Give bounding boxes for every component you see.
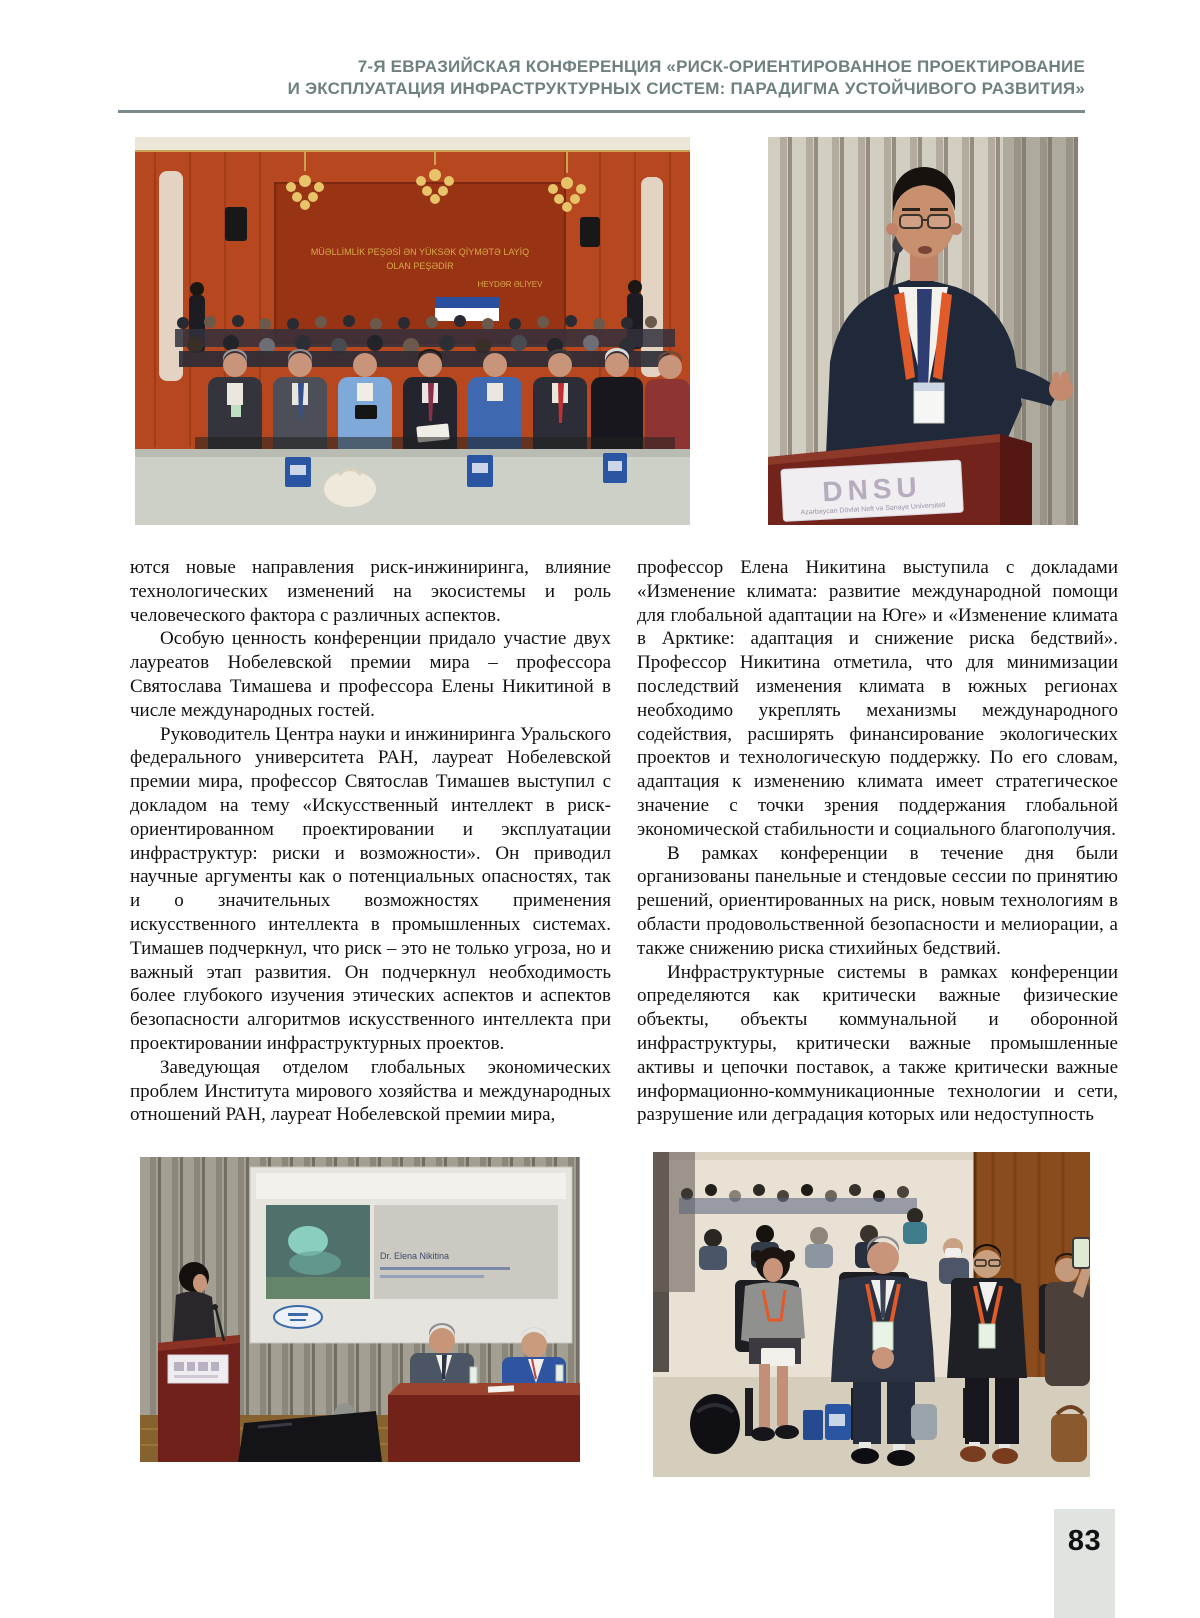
conference-badge: [873, 1322, 893, 1350]
page-number-box: [1054, 1509, 1115, 1618]
speaker-illustration: [768, 137, 1078, 525]
running-head-line2: И ЭКСПЛУАТАЦИЯ ИНФРАСТРУКТУРНЫХ СИСТЕМ: ПАРАДИГМА УСТОЙЧИВОГО РАЗВИТИЯ»: [287, 79, 1085, 98]
photo-panel-session: [140, 1157, 580, 1462]
wall-quote-line2: OLAN PEŞƏDİR: [386, 261, 454, 271]
photo-conference-hall: [135, 137, 690, 525]
slide-title-text: Dr. Elena Nikitina: [380, 1251, 450, 1261]
wall-speaker-icon: [225, 207, 247, 241]
paragraph: Руководитель Центра науки и инжиниринга Уральского федерального университета РАН, лауреат Нобелевской премии мира, профессор Святослав Тимашев выступил с докладом на тему «Искусственный интеллект в риск-ориентированном проектировании и эксплуатации инфраструктур: риски и возможности». Он приводил научные аргументы как о потенциальных опасностях, так и о значительных возможностях применения искусственного интеллекта в промышленных системах. Тимашев подчеркнул, что риск – это не только угроза, но и важный этап развития. Он подчеркнул необходимость более глубокого изучения этических аспектов и аспектов безопасности алгоритмов искусственного интеллекта при проектировании инфраструктурных проектов.: [130, 723, 611, 1054]
curtain: [159, 171, 183, 381]
photo-delegates-audience: [653, 1152, 1090, 1477]
paragraph: ются новые направления риск-инжиниринга, влияние технологических изменений на экосистемы и роль человеческого фактора с различных аспектов.: [130, 557, 611, 626]
running-head-line1: 7-Я ЕВРАЗИЙСКАЯ КОНФЕРЕНЦИЯ «РИСК-ОРИЕНТИРОВАННОЕ ПРОЕКТИРОВАНИЕ: [357, 57, 1085, 76]
running-head: [120, 56, 1085, 100]
projection-screen: [250, 1167, 572, 1343]
conference-hall-illustration: [135, 137, 690, 525]
white-bag: [324, 471, 376, 507]
delegates-illustration: [653, 1152, 1090, 1477]
paragraph: Заведующая отделом глобальных экономических проблем Института мирового хозяйства и международных отношений РАН, лауреат Нобелевской премии мира,: [130, 1056, 611, 1126]
podium-caption-text: Azərbaycan Dövlət Neft və Sənaye Universiteti: [800, 501, 946, 517]
paragraph: Инфраструктурные системы в рамках конференции определяются как критически важные физические объекты, объекты коммунальной и оборонной инфраструктуры, критически важные промышленные активы и цепочки поставок, а также критически важные информационно-коммуникационные технологии и сети, разрушение или деградация которых или недоступность: [637, 961, 1118, 1126]
paragraph: В рамках конференции в течение дня были организованы панельные и стендовые сессии по принятию решений, ориентированных на риск, новым технологиям в области продовольственной безопасности и мелиорации, а также снижению риска стихийных бедствий.: [637, 842, 1118, 959]
wall-speaker-icon: [580, 217, 600, 247]
paragraph: Особую ценность конференции придало участие двух лауреатов Нобелевской премии мира – профессора Святослава Тимашева и профессора Елены Никитиной в числе международных гостей.: [130, 628, 611, 721]
phone-icon: [1073, 1238, 1090, 1268]
chair-row: [195, 437, 675, 451]
article-right-column: [637, 556, 1118, 1127]
clasped-hands: [872, 1347, 894, 1369]
ceiling: [135, 137, 690, 150]
podium-logo-text: DNSU: [821, 471, 923, 508]
header-divider: [118, 110, 1085, 113]
camera-icon: [355, 405, 377, 419]
institute-logo-icon: [274, 1306, 322, 1328]
page-number: 83: [1067, 1525, 1102, 1557]
photo-speaker-podium: [768, 137, 1078, 525]
face-mask: [945, 1248, 961, 1257]
paragraph: профессор Елена Никитина выступила с докладами «Изменение климата: развитие международной помощи для глобальной адаптации на Юге» и «Изменение климата в Арктике: адаптация и снижение риска бедствий». Профессор Никитина отметила, что для минимизации последствий изменения климата в южных регионах необходимо укреплять механизмы международного содействия, расширять финансирование экологических проектов и технологическую поддержку. По его словам, адаптация к изменению климата имеет стратегическое значение с точки зрения поддержания глобальной экономической стабильности и социального благополучия.: [637, 557, 1118, 840]
article-left-column: [130, 556, 611, 1127]
panel-session-illustration: [140, 1157, 580, 1462]
wall-quote-author: HEYDƏR ƏLİYEV: [477, 280, 543, 289]
wall-quote-line1: MÜƏLLİMLİK PEŞƏSİ ƏN YÜKSƏK QİYMƏTƏ LAYİQ: [310, 247, 530, 257]
